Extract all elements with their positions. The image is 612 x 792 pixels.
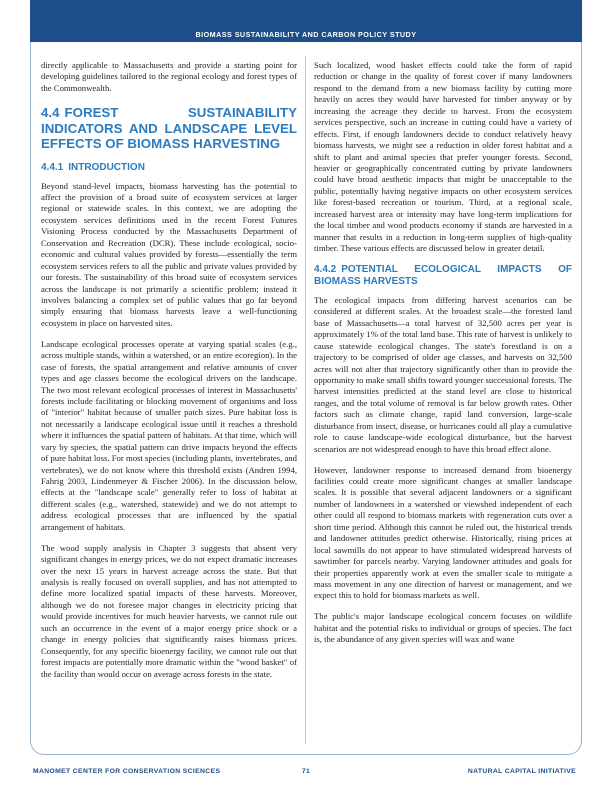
subsection-title: INTRODUCTION <box>68 161 145 173</box>
subsection-number: 4.4.2 <box>314 263 337 275</box>
running-header-title: BIOMASS SUSTAINABILITY AND CARBON POLICY STUDY <box>195 30 417 39</box>
paragraph: directly applicable to Massachusetts and provide a starting point for developing guidelines tailored to the regional ecology and forest types of the Commonwealth. <box>41 60 297 93</box>
section-heading <box>41 105 297 151</box>
footer-organization: MANOMET CENTER FOR CONSERVATION SCIENCES <box>33 768 221 775</box>
right-column <box>314 60 572 744</box>
subsection-title: POTENTIAL ECOLOGICAL IMPACTS OF BIOMASS HARVESTS <box>314 263 572 287</box>
paragraph: However, landowner response to increased demand from bioenergy facilities could create more significant changes at smaller landscape scales. It is possible that several adjacent landowners or a significant number of landowners in a watershed or viewshed independent of each other could all respond to biomass markets with regeneration cuts over a short time period. Although this cannot be ruled out, the historical trends and landowner attitudes predict otherwise. Historically, rising prices at local sawmills do not appear to have stimulated widespread harvests of sawtimber for parcels nearby. Varying landowner attitudes and goals for their properties apparently work at even the smaller scale to mitigate a mass movement in any one direction of harvest or management, and we expect this to hold for biomass markets as well. <box>314 464 572 601</box>
paragraph: The public's major landscape ecological concern focuses on wildlife habitat and the potential risks to individual or groups of species. The fact is, the abundance of any given species will wax and wane <box>314 611 572 645</box>
paragraph: The ecological impacts from differing harvest scenarios can be considered at different scales. At the broadest scale—the forested land base of Massachusetts—a total harvest of 32,500 acres per year is approximately 1% of the total land base. This rate of harvest is unlikely to cause statewide ecological changes. The state's forestland is on a trajectory to be comprised of older age classes, and harvests on 32,500 acres will not alter that trajectory significantly other than to provide the opportunity to make small shifts toward younger successional forests. The harvest intensities predicted at the stand level are close to historical ranges, and the total volume of removal is far below growth rates. Other factors such as climate change, rapid land conversion, large-scale disturbance from insect, disease, or hurricanes could all play a cumulative role to cause landscape-wide ecological disturbance, but the harvest scenarios are not widespread enough to have this broad effect alone. <box>314 294 572 454</box>
left-column <box>41 60 297 744</box>
running-header <box>30 0 582 42</box>
section-title: FOREST SUSTAINABILITY INDICATORS AND LANDSCAPE LEVEL EFFECTS OF BIOMASS HARVESTING <box>41 105 297 152</box>
subsection-number: 4.4.1 <box>41 161 64 173</box>
paragraph: Beyond stand-level impacts, biomass harvesting has the potential to affect the provision of a broad suite of ecosystem services at larger regional or statewide scales. In this context, we are adopting the ecosystem services definitions used in the recent Forest Futures Visioning Process conducted by the Massachusetts Department of Conservation and Recreation (DCR). These include ecological, socio-economic and cultural values provided by forests—essentially the term ecosystem services refers to all the public and private values provided by our forests. The sustainability of this broad suite of ecosystem services across the landscape is not primarily a scientific problem; instead it involves balancing a complex set of public values that go far beyond simply ensuring that biomass harvests leave a well-functioning ecosystem in place on harvested sites. <box>41 180 297 328</box>
footer-initiative: NATURAL CAPITAL INITIATIVE <box>467 768 576 775</box>
section-number: 4.4 <box>41 105 60 121</box>
paragraph: Such localized, wood basket effects could take the form of rapid reduction or change in the quality of forest cover if many landowners respond to the demand from a new biomass facility by cutting more heavily on acres they would have harvested for timber anyway or by increasing the acreage they decide to harvest. From the ecosystem services perspective, such an increase in cutting could have a variety of effects. First, if enough landowners decide to conduct relatively heavy biomass harvests, we might see a reduction in older forest habitat and a shift to plant and animal species that prefer younger forests. Second, heavier or geographically concentrated cutting by private landowners could have broad aesthetic impacts that might be unacceptable to the public, potentially having negative impacts on other ecosystem services like forest-based recreation or tourism. Third, at a regional scale, increased harvest area or intensity may have long-term implications for the local timber and wood products economy if stands are harvested in a manner that results in a reduction in long-term supplies of high-quality timber. These various effects are discussed below in greater detail. <box>314 60 572 253</box>
paragraph: Landscape ecological processes operate at varying spatial scales (e.g., across multiple stands, within a watershed, or an entire ecoregion). In the case of forests, the spatial arrangement and relative amounts of cover types and age classes become the ecological drivers on the landscape. The two most relevant ecological processes of interest in Massachusetts' forests include facilitating or blocking movement of organisms and loss of "interior" habitat because of smaller patch sizes. Pure habitat loss is not necessarily a landscape ecological issue until it reaches a threshold where it influences the spatial pattern of habitats. At that time, which will vary by species, the spatial pattern can drive impacts beyond the effects of pure habitat loss. For most species (including plants, invertebrates, and vertebrates), we do not know where this threshold exists (Andren 1994, Fahrig 2003, Lindenmeyer & Fischer 2006). In the discussion below, effects at the "landscape scale" generally refer to loss of habitat at different scales (e.g., watershed, statewide) and we do not attempt to address ecological processes that are influenced by the spatial arrangement of habitats. <box>41 338 297 532</box>
paragraph: The wood supply analysis in Chapter 3 suggests that absent very significant changes in energy prices, we do not expect dramatic increases over the next 15 years in harvest acreage across the state. But that analysis is really focused on overall supplies, and has not attempted to define more localized spatial impacts of these harvests. Moreover, although we do not foresee major changes in electricity pricing that would provide incentives for much heavier harvests, we cannot rule out such an occurrence in the event of a major energy price shock or a change in energy policies that significantly raises biomass prices. Consequently, for any specific bioenergy facility, we cannot rule out that forest impacts are potentially more dramatic within the "wood basket" of the facility than would occur on average across forests in the state. <box>41 542 297 679</box>
page-number: 71 <box>301 768 311 775</box>
subsection-heading <box>314 264 572 288</box>
column-divider <box>305 56 306 744</box>
subsection-heading <box>41 162 297 174</box>
